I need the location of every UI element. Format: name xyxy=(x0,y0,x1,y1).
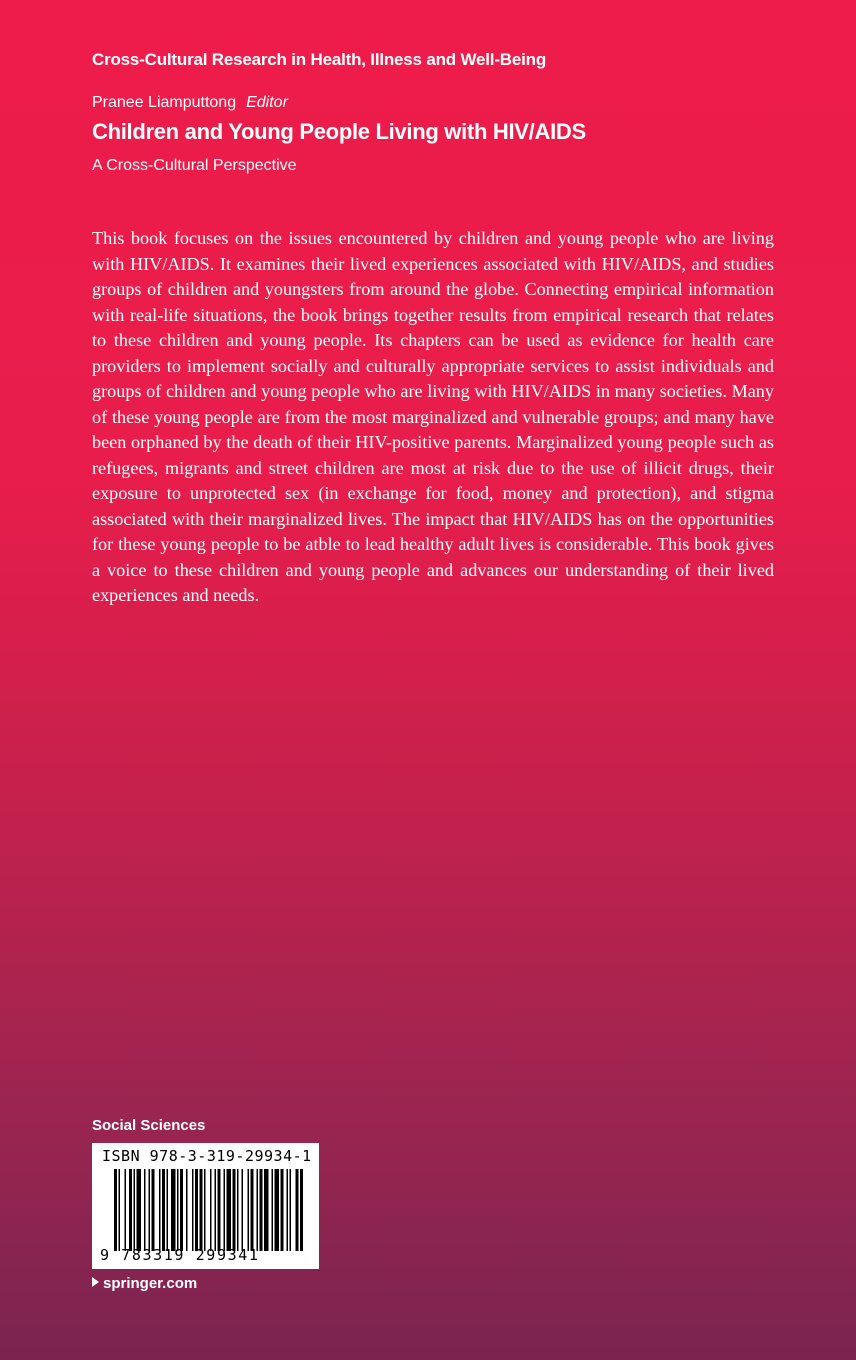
barcode-bar xyxy=(192,1169,194,1251)
barcode-bar xyxy=(204,1169,206,1251)
publisher-url: springer.com xyxy=(103,1275,198,1292)
barcode-bar xyxy=(287,1169,289,1251)
barcode-bar xyxy=(215,1169,217,1251)
subject-category: Social Sciences xyxy=(92,1117,206,1134)
isbn-label: ISBN 978-3-319-29934-1 xyxy=(102,1147,312,1165)
barcode-bar xyxy=(162,1169,165,1251)
barcode-bar xyxy=(152,1169,155,1251)
barcode-bar xyxy=(237,1169,239,1251)
barcode-bar xyxy=(264,1169,269,1251)
barcode-bar xyxy=(167,1169,169,1251)
barcode-bar xyxy=(195,1169,198,1251)
barcode-bars xyxy=(114,1169,304,1251)
barcode-bar xyxy=(186,1169,188,1251)
editor-name: Pranee Liamputtong xyxy=(92,94,237,111)
barcode-bar xyxy=(260,1169,263,1251)
barcode-bar xyxy=(275,1169,280,1251)
barcode-bar xyxy=(137,1169,142,1251)
book-title: Children and Young People Living with HIV/AIDS xyxy=(92,119,586,144)
barcode-bar xyxy=(134,1169,136,1251)
barcode-bar xyxy=(272,1169,274,1251)
barcode-bar xyxy=(248,1169,250,1251)
isbn-barcode xyxy=(92,1143,319,1269)
barcode-bar xyxy=(251,1169,254,1251)
barcode-bar xyxy=(125,1169,127,1251)
barcode-bar xyxy=(218,1169,221,1251)
arrow-right-icon xyxy=(92,1277,99,1287)
editor-role: Editor xyxy=(246,94,288,111)
barcode-bar xyxy=(296,1169,299,1251)
barcode-bar xyxy=(210,1169,212,1251)
series-title: Cross-Cultural Research in Health, Illness and Well-Being xyxy=(92,50,547,69)
barcode-bar xyxy=(233,1169,236,1251)
barcode-bar xyxy=(171,1169,176,1251)
barcode-bar xyxy=(129,1169,132,1251)
editor-line xyxy=(92,94,288,112)
barcode-bar xyxy=(227,1169,232,1251)
barcode-bar xyxy=(242,1169,244,1251)
barcode-bar xyxy=(144,1169,146,1251)
barcode-bar xyxy=(200,1169,203,1251)
book-subtitle: A Cross-Cultural Perspective xyxy=(92,157,297,174)
barcode-bar xyxy=(159,1169,161,1251)
barcode-bar xyxy=(119,1169,121,1251)
barcode-bar xyxy=(114,1169,117,1251)
barcode-bar xyxy=(257,1169,259,1251)
barcode-digits: 9 783319 299341 xyxy=(100,1246,260,1264)
barcode-bar xyxy=(290,1169,292,1251)
barcode-bar xyxy=(300,1169,303,1251)
barcode-bar xyxy=(177,1169,179,1251)
barcode-bar xyxy=(149,1169,151,1251)
barcode-bar xyxy=(224,1169,226,1251)
back-cover-blurb: This book focuses on the issues encountered by children and young people who are living with HIV/AIDS. It examines their lived experiences associated with HIV/AIDS, and studies groups of children and youngsters from around the globe. Connecting empirical information with real-life situations, the book brings together results from empirical research that relates to these children and young people. Its chapters can be used as evidence for health care providers to implement socially and culturally appropriate services to assist individuals and groups of children and young people who are living with HIV/AIDS in many societies. Many of these young people are from the most marginalized and vulnerable groups; and many have been orphaned by the death of their HIV-positive parents. Marginalized young people such as refugees, migrants and street children are most at risk due to the use of illicit drugs, their exposure to unprotected sex (in exchange for food, money and protection), and stigma associated with their marginalized lives. The impact that HIV/AIDS has on the opportunities for these young people to be atble to lead healthy adult lives is considerable. This book gives a voice to these children and young people and advances our understanding of their lived experiences and needs. xyxy=(92,228,774,605)
barcode-bar xyxy=(180,1169,183,1251)
barcode-bar xyxy=(281,1169,284,1251)
publisher-link[interactable] xyxy=(92,1275,197,1292)
